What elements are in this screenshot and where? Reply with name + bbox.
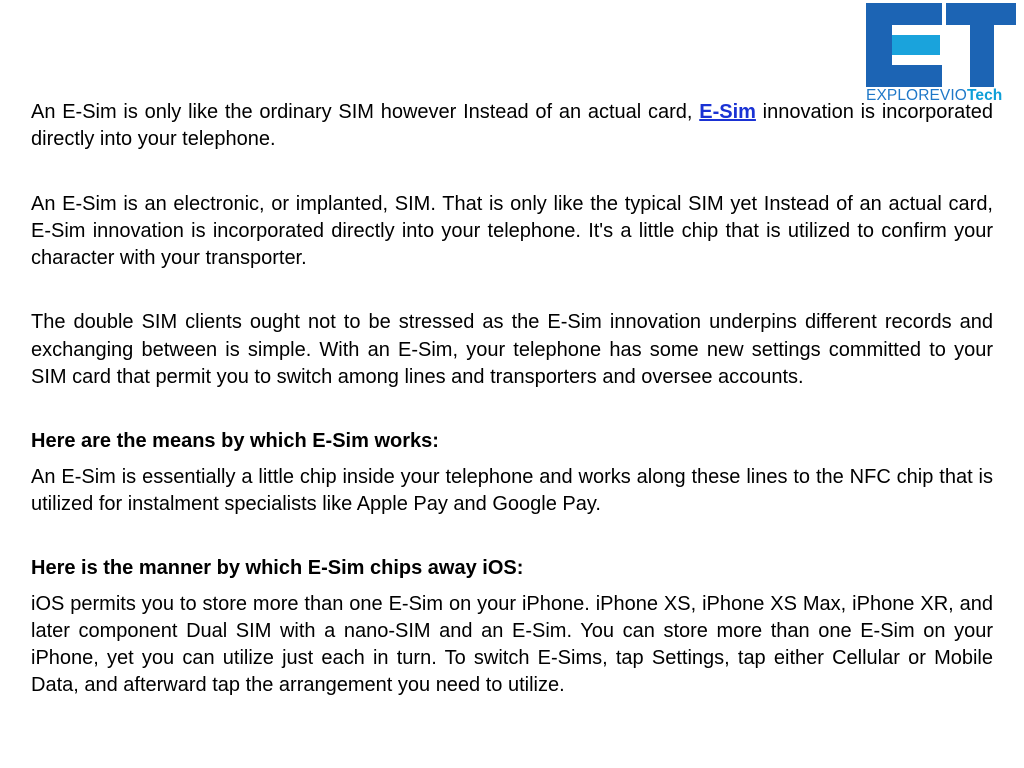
brand-logo xyxy=(866,3,1016,105)
heading-how-esim-works: Here are the means by which E-Sim works: xyxy=(31,430,439,453)
logo-wordmark-part1: EXPLOREVIO xyxy=(866,87,967,104)
paragraph-dual-sim: The double SIM clients ought not to be stressed as the E-Sim innovation underpins different records and exchanging between is simple. With an E-Sim, your telephone has some new settings committed to your SIM card that permit you to switch among lines and transporters and oversee accounts. xyxy=(31,311,993,389)
logo-e-bottom-bar xyxy=(866,65,942,87)
esim-link[interactable]: E-Sim xyxy=(699,101,756,123)
article-body xyxy=(31,99,993,700)
logo-e-middle-bar xyxy=(892,35,940,55)
et-logo-mark xyxy=(866,3,1016,87)
paragraph-intro xyxy=(31,99,993,154)
logo-t-stem xyxy=(970,25,994,87)
paragraph-esim-ios: iOS permits you to store more than one E-Sim on your iPhone. iPhone XS, iPhone XS Max, iPhone XR, and later component Dual SIM with a nano-SIM and an E-Sim. You can store more than one E-Sim on your iPhone, yet you can utilize just each in turn. To switch E-Sims, tap Settings, tap either Cellular or Mobile Data, and afterward tap the arrangement you need to utilize. xyxy=(31,592,993,697)
heading-esim-ios: Here is the manner by which E-Sim chips away iOS: xyxy=(31,557,524,580)
logo-t-top-bar xyxy=(946,3,1016,25)
paragraph-intro-text-end: innovation is incorporated directly into your telephone. xyxy=(31,101,993,151)
paragraph-how-esim-works: An E-Sim is essentially a little chip inside your telephone and works along these lines to the NFC chip that is utilized for instalment specialists like Apple Pay and Google Pay. xyxy=(31,465,993,515)
logo-wordmark-part2: Tech xyxy=(966,87,1003,104)
paragraph-intro-text-start: An E-Sim is only like the ordinary SIM however Instead of an actual card, xyxy=(31,101,700,123)
paragraph-definition: An E-Sim is an electronic, or implanted, SIM. That is only like the typical SIM yet Instead of an actual card, E-Sim innovation is incorporated directly into your telephone. It's a little chip that is utilized to confirm your character with your transporter. xyxy=(31,192,993,270)
